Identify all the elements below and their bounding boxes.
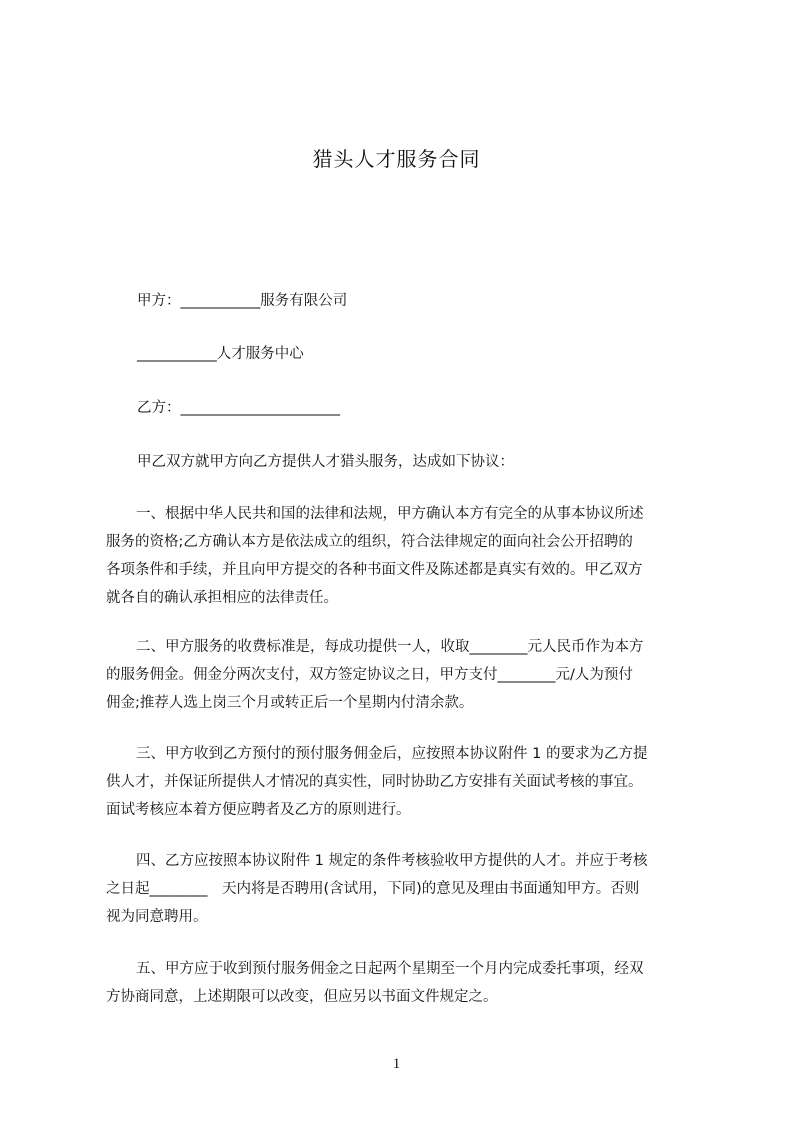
page-number: 1 <box>392 1056 401 1072</box>
clause-1 <box>106 500 702 612</box>
clause-5-line: 五、甲方应于收到预付服务佣金之日起两个星期至一个月内完成委托事项，经双 <box>136 961 644 977</box>
clause-3 <box>106 740 702 824</box>
clause-3-line: 供人才，并保证所提供人才情况的真实性，同时协助乙方安排有关面试考核的事宜。 <box>106 774 643 790</box>
clause-5 <box>106 955 702 1011</box>
clause-4-line: 视为同意聘用。 <box>106 909 208 925</box>
clause-5-line: 方协商同意，上述期限可以改变，但应另以书面文件规定之。 <box>106 989 498 1005</box>
clause-4 <box>106 847 702 931</box>
clause-1-line: 服务的资格;乙方确认本方是依法成立的组织，符合法律规定的面向社会公开招聘的 <box>106 534 633 550</box>
clause-3-line: 面试考核应本着方便应聘者及乙方的原则进行。 <box>106 802 411 818</box>
clause-2-line: 二、甲方服务的收费标准是，每成功提供一人，收取________元人民币作为本方 <box>136 639 644 655</box>
intro-paragraph: 甲乙双方就甲方向乙方提供人才猎头服务，达成如下协议： <box>137 454 514 470</box>
party-a-line: 甲方：___________服务有限公司 <box>137 293 348 309</box>
clause-2 <box>106 633 702 717</box>
clause-3-line: 三、甲方收到乙方预付的预付服务佣金后，应按照本协议附件 1 的要求为乙方提 <box>136 746 648 762</box>
clause-2-line: 的服务佣金。佣金分两次支付，双方签定协议之日，甲方支付________元/人为预付 <box>106 667 633 683</box>
clause-1-line: 各项条件和手续，并且向甲方提交的各种书面文件及陈述都是真实有效的。甲乙双方 <box>106 562 643 578</box>
party-a-alt-line: ___________人才服务中心 <box>137 346 304 362</box>
clause-4-line: 四、乙方应按照本协议附件 1 规定的条件考核验收甲方提供的人才。并应于考核 <box>136 853 648 869</box>
clause-2-line: 佣金;推荐人选上岗三个月或转正后一个星期内付清余款。 <box>106 695 474 711</box>
contract-title: 猎头人才服务合同 <box>312 147 481 171</box>
clause-1-line: 就各自的确认承担相应的法律责任。 <box>106 590 338 606</box>
clause-1-line: 一、根据中华人民共和国的法律和法规，甲方确认本方有完全的从事本协议所述 <box>136 506 644 522</box>
party-b-line: 乙方：______________________ <box>137 400 340 416</box>
clause-4-line: 之日起________ 天内将是否聘用(含试用，下同)的意见及理由书面通知甲方。否则 <box>106 881 640 897</box>
